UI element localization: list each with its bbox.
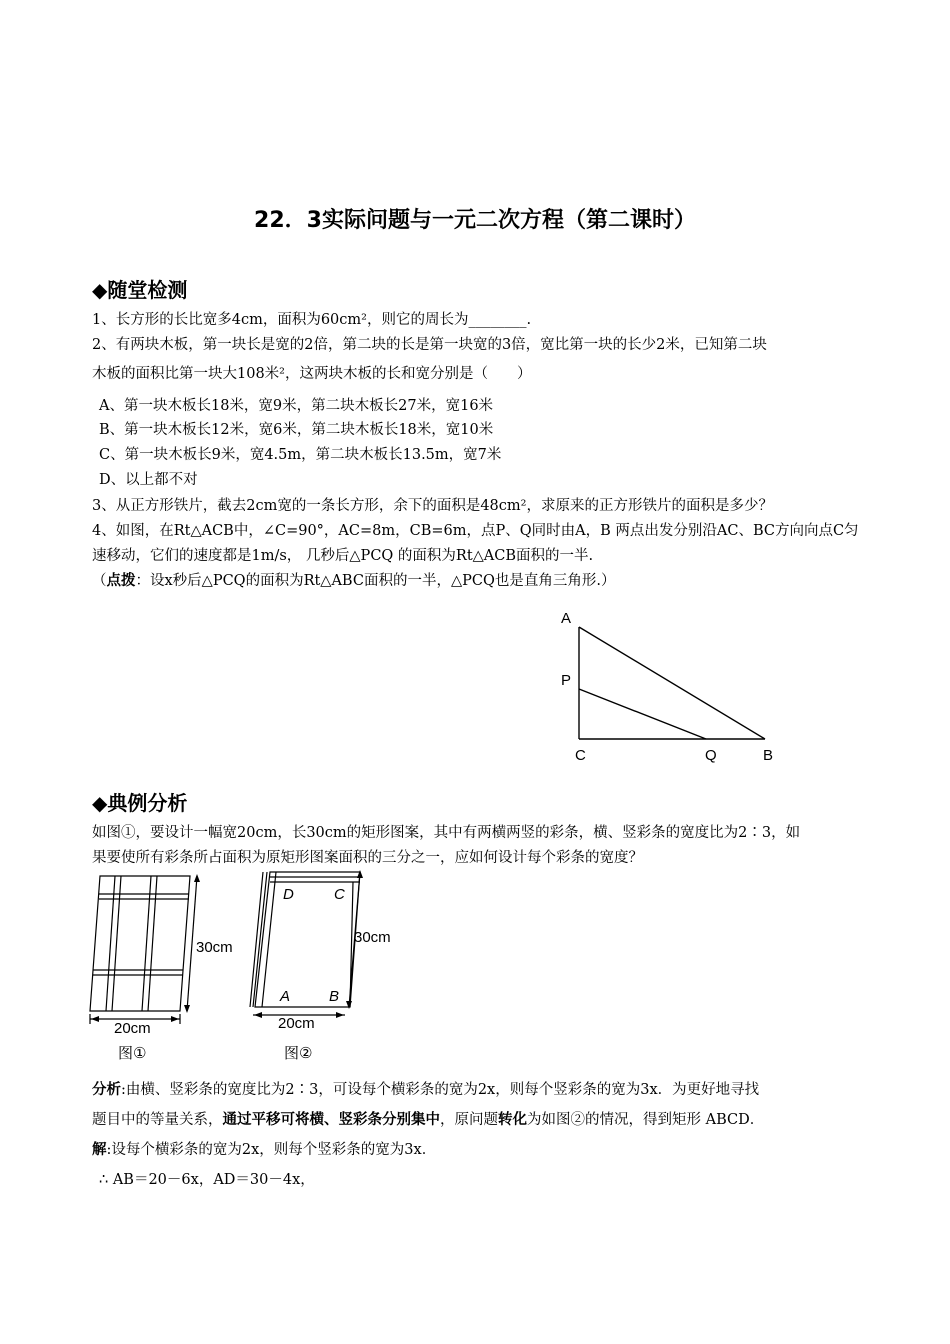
analysis-line-1 (92, 1078, 759, 1099)
analysis-text-2b: ，原问题 (440, 1112, 498, 1128)
figure-1-caption: 图① (118, 1045, 147, 1062)
triangle-figure (550, 605, 790, 770)
question-1: 1、长方形的长比宽多4cm，面积为60cm²，则它的周长为________. (92, 312, 532, 328)
fig2-corner-b: B (329, 988, 340, 1005)
problem-line-2: 果要使所有彩条所占面积为原矩形图案面积的三分之一，应如何设计每个彩条的宽度？ (92, 850, 643, 866)
analysis-emphasis-2: 转化 (498, 1111, 527, 1128)
vertex-label-b: B (763, 747, 774, 764)
solution-label: 解 (92, 1141, 107, 1158)
fig2-vertical-stripe-c (262, 872, 276, 1007)
fig2-width-label: 20cm (278, 1015, 315, 1032)
analysis-emphasis-1: 通过平移可将横、竖彩条分别集中 (222, 1111, 440, 1128)
hint-label: 点拨 (106, 572, 136, 589)
question-3: 3、从正方形铁片，截去2cm宽的一条长方形，余下的面积是48cm²，求原来的正方形铁片的面积是多少？ (92, 498, 773, 514)
segment-pq (579, 689, 706, 739)
question-2-line-1: 2、有两块木板，第一块长是宽的2倍，第二块的长是第一块宽的3倍，宽比第一块的长少2米，已知第二块 (92, 337, 767, 353)
fig2-arrowhead-bottom (346, 1001, 352, 1009)
question-4-line-2: 速移动，它们的速度都是1m/s， 几秒后△PCQ 的面积为Rt△ACB面积的一半. (92, 548, 594, 564)
fig1-outer-rect (90, 876, 190, 1011)
fig2-vertical-stripe-a (250, 872, 263, 1007)
analysis-text-2c: 为如图②的情况，得到矩形 ABCD． (527, 1112, 765, 1128)
vertex-label-q: Q (705, 747, 717, 764)
fig2-corner-d: D (283, 886, 294, 903)
solution-text-1: :设每个横彩条的宽为2x，则每个竖彩条的宽为3x． (106, 1142, 437, 1158)
question-4-line-1: 4、如图，在Rt△ACB中，∠C=90°，AC=8m，CB=6m，点P、Q同时由A，B 两点出发分别沿AC、BC方向向点C匀 (92, 523, 859, 539)
solution-line-2: ∴ AB＝20－6x，AD＝30－4x， (99, 1172, 315, 1188)
fig2-corner-c: C (334, 886, 345, 903)
figure-2-caption: 图② (284, 1045, 313, 1062)
fig1-arrowhead-left (91, 1016, 99, 1022)
analysis-text-2a: 题目中的等量关系， (92, 1112, 223, 1128)
hint-text: ：设x秒后△PCQ的面积为Rt△ABC面积的一半，△PCQ也是直角三角形.） (135, 573, 616, 589)
fig2-arrowhead-right (336, 1012, 344, 1018)
fig1-width-label: 20cm (114, 1020, 151, 1036)
question-2-option-b: B、第一块木板长12米，宽6米，第二块木板长18米，宽10米 (99, 422, 494, 438)
fig1-arrowhead-right (171, 1016, 179, 1022)
analysis-line-2 (92, 1108, 764, 1129)
fig2-height-label: 30cm (354, 929, 391, 946)
hint (92, 569, 615, 590)
fig1-height-label: 30cm (196, 939, 233, 956)
figure-1 (85, 866, 245, 1036)
side-ab (579, 627, 765, 739)
fig1-arrowhead-top (194, 874, 200, 882)
page-title: 22．3实际问题与一元二次方程（第二课时） (254, 208, 696, 233)
section-heading-examples: ◆典例分析 (92, 791, 188, 815)
fig2-vertical-stripe-b (253, 872, 267, 1007)
fig1-arrowhead-bottom (184, 1005, 190, 1013)
fig2-arrowhead-top (357, 870, 363, 878)
vertex-label-a: A (561, 610, 572, 627)
analysis-text-1: :由横、竖彩条的宽度比为2∶3，可设每个横彩条的宽为2x，则每个竖彩条的宽为3x．为更好地寻找 (121, 1082, 760, 1098)
question-2-option-c: C、第一块木板长9米，宽4.5m，第二块木板长13.5m，宽7米 (99, 447, 502, 463)
problem-line-1: 如图①，要设计一幅宽20cm，长30cm的矩形图案，其中有两横两竖的彩条，横、竖彩条的宽度比为2∶3，如 (92, 825, 801, 841)
fig2-corner-a: A (280, 988, 291, 1005)
solution-line-1 (92, 1138, 436, 1159)
fig2-arrowhead-left (254, 1012, 262, 1018)
vertex-label-c: C (575, 747, 586, 764)
hint-open: （ (92, 573, 107, 589)
vertex-label-p: P (561, 672, 572, 689)
question-2-option-d: D、以上都不对 (99, 472, 198, 488)
section-heading-practice: ◆随堂检测 (92, 278, 188, 302)
figure-2 (245, 862, 405, 1032)
analysis-label: 分析 (92, 1081, 121, 1098)
question-2-option-a: A、第一块木板长18米，宽9米，第二块木板长27米，宽16米 (99, 398, 494, 414)
question-2-line-2: 木板的面积比第一块大108米²，这两块木板的长和宽分别是（ ） (92, 366, 532, 382)
